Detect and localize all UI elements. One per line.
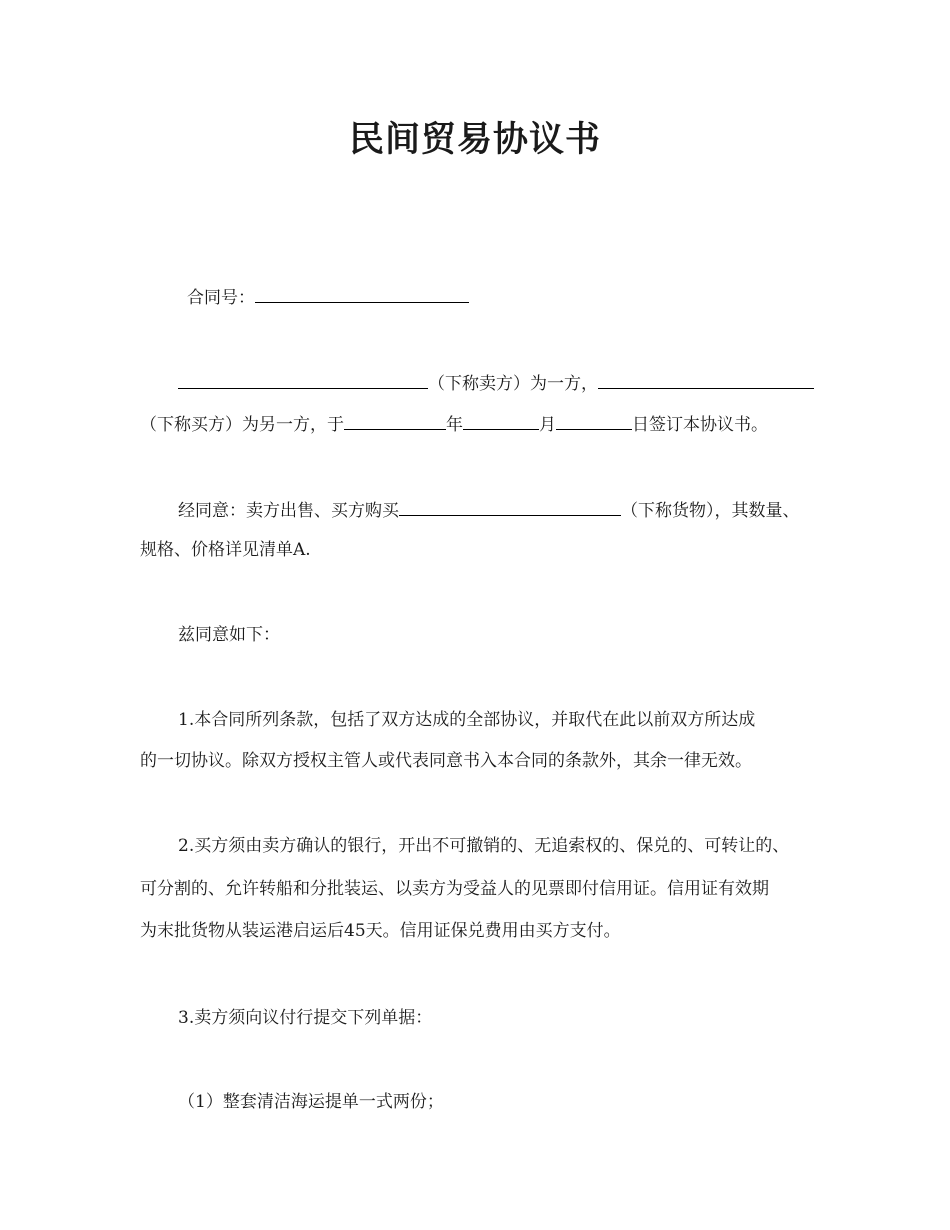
goods-blank (399, 497, 621, 516)
seller-suffix: （下称卖方）为一方， (428, 374, 598, 394)
agreement-line-1 (140, 497, 850, 523)
month-blank (463, 411, 539, 430)
clause-3-item-1: （1）整套清洁海运提单一式两份； (178, 1092, 444, 1112)
clause-1-line-1: 1.本合同所列条款，包括了双方达成的全部协议，并取代在此以前双方所达成 (178, 710, 756, 730)
parties-line-1 (140, 370, 850, 396)
contract-number-blank (255, 284, 469, 303)
agreement-prefix: 经同意：卖方出售、买方购买 (178, 501, 399, 521)
year-label: 年 (446, 415, 463, 435)
clause-2-line-3: 为末批货物从装运港启运后45天。信用证保兑费用由买方支付。 (140, 921, 621, 941)
seller-name-blank (178, 370, 428, 389)
year-blank (344, 411, 446, 430)
buyer-prefix: （下称买方）为另一方，于 (140, 415, 344, 435)
agreement-suffix: （下称货物），其数量、 (621, 501, 800, 521)
clause-2-line-1: 2.买方须由卖方确认的银行，开出不可撤销的、无追索权的、保兑的、可转让的、 (178, 836, 790, 856)
month-label: 月 (539, 415, 556, 435)
day-blank (556, 411, 632, 430)
clause-2-line-2: 可分割的、允许转船和分批装运、以卖方为受益人的见票即付信用证。信用证有效期 (140, 879, 769, 899)
clause-1-line-2: 的一切协议。除双方授权主管人或代表同意书入本合同的条款外，其余一律无效。 (140, 751, 752, 771)
buyer-name-blank (598, 370, 814, 389)
document-title: 民间贸易协议书 (348, 120, 601, 160)
agreement-line-2: 规格、价格详见清单A. (140, 540, 311, 560)
hereby-heading: 兹同意如下： (178, 625, 280, 645)
day-suffix: 日签订本协议书。 (632, 415, 768, 435)
clause-3-heading: 3.卖方须向议付行提交下列单据： (178, 1008, 433, 1028)
parties-line-2 (140, 411, 812, 437)
contract-number-line (140, 284, 859, 310)
contract-number-label: 合同号： (187, 288, 255, 308)
